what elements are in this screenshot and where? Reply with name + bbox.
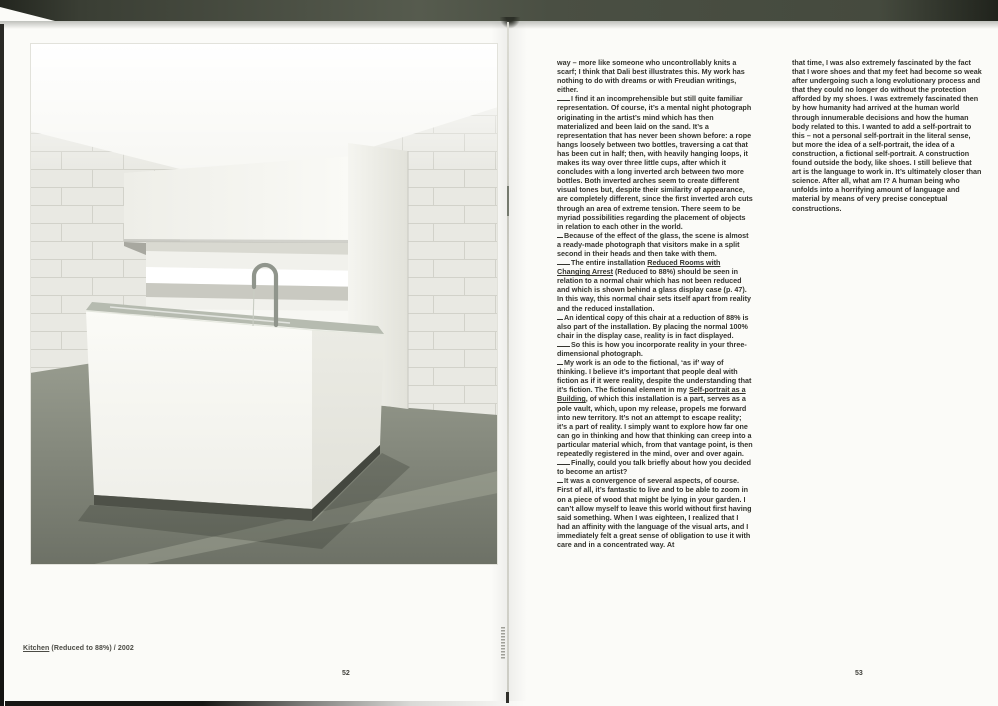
paragraph-leader-rule — [557, 359, 563, 365]
paragraph — [557, 94, 753, 230]
text-segment: (Reduced to 88%) / 2002 — [49, 645, 134, 652]
text-segment: Finally, could you talk briefly about how you decided to become an artist? — [557, 458, 751, 477]
paragraph — [557, 358, 753, 458]
text-segment: that time, I was also extremely fascinated by the fact that I wore shoes and that my feet had become so weak after undergoing such a long evolutionary process and that they could no longer do without the protection afforded by my shoes. I was extremely fascinated then by how humanity had arrived at the human world through innumerable decisions and how the human body related to this. I wanted to add a self-portrait to this – not a personal self-portrait in the literal sense, but more the idea of a self-portrait, the idea of a construction, a fictional self-portrait. A construction found outside the body, like shoes. I still believe that art is the language to work in. It’s ultimately closer than science. After all, what am I? A human being who unfolds into a horrifying amount of language and material by means of very precise conceptual constructions. — [792, 58, 982, 213]
underlined-text: Kitchen — [23, 645, 50, 652]
underlined-title: Reduced Rooms with Changing Arrest — [557, 258, 721, 277]
spine-bottom-mark — [506, 692, 509, 703]
paragraph-leader-rule — [557, 477, 563, 483]
artwork-caption — [23, 645, 134, 652]
paragraph-leader-rule — [557, 259, 570, 265]
text-segment: way – more like someone who uncontrollably knits a scarf; I think that Dali best illustrates this. My work has nothing to do with dreams or with Freudian writings, either. — [557, 58, 745, 95]
text-segment: It was a convergence of several aspects, of course. First of all, it’s fantastic to live and to be able to zoom in on a piece of wood that might be lying in your garden. I can’t allow myself to leave this world without first having said something. When I was eighteen, I realized that I had an affinity with the language of the visual arts, and I immediately felt a great sense of obligation to use it with care and in a concentrated way. At — [557, 476, 752, 549]
paragraph — [557, 313, 753, 340]
island-front-face — [86, 311, 312, 509]
text-segment: Because of the effect of the glass, the scene is almost a ready-made photograph that visitors make in a split second in their heads and then take with them. — [557, 230, 749, 258]
paragraph — [557, 258, 753, 313]
paragraph — [792, 58, 982, 213]
book-edge-bottom — [5, 701, 525, 706]
paragraph — [557, 231, 753, 258]
text-column-2 — [792, 58, 982, 213]
paragraph — [557, 58, 753, 94]
artwork-photograph — [30, 43, 498, 565]
paragraph — [557, 340, 753, 358]
paragraph-leader-rule — [557, 314, 563, 320]
page-corner-highlight — [0, 7, 55, 21]
photo-credit-microtext — [501, 627, 505, 659]
spine-fold-line — [507, 22, 509, 701]
paragraph — [557, 476, 753, 549]
paragraph — [557, 458, 753, 476]
text-segment: , of which this installation is a part, serves as a pole vault, which, upon my release, propels me forward into new territory. It’s not an attempt to escape reality; it’s a part of reality. I simply want to explore how far one can go in thinking and how that thinking can creep into a particular material which, from that vantage point, is then repeatedly registered in the mind, over and over again. — [557, 394, 753, 459]
paragraph-leader-rule — [557, 95, 570, 101]
overexposed-light-wash — [30, 43, 498, 173]
paragraph-leader-rule — [557, 341, 570, 347]
text-segment: The entire installation — [571, 258, 648, 268]
gutter-shadow-right — [509, 22, 527, 701]
text-segment: An identical copy of this chair at a reduction of 88% is also part of the installation. By placing the normal 100% chair in the display case, reality is in fact displayed. — [557, 312, 749, 340]
paragraph-leader-rule — [557, 459, 570, 465]
text-segment: So this is how you incorporate reality in your three-dimensional photograph. — [557, 339, 747, 358]
text-segment: I find it an incomprehensible but still quite familiar representation. Of course, it’s a mental night photograph originating in the artist’s mind which has then materialized and been laid on the sand. It’s a representation that has never been shown before: a rope hangs loosely between two bottles, traversing a cat that has been cut in half; then, with heavily hanging loops, it makes its way over three little cups, after which it concludes with a long inverted arch between two more bottles. Both inverted arches seem to create different visual tones but, despite their similarity of appearance, are completely different, since the first inverted arch cuts through an area of extreme tension. There seem to be myriad possibilities regarding the placement of objects in relation to each other in the world. — [557, 94, 753, 231]
text-segment: My work is an ode to the fictional, ‘as if’ way of thinking. I believe it’s important that people deal with fiction as if it were reality, despite the understanding that it’s fiction. The fictional element in my — [557, 358, 752, 395]
page-number-right: 53 — [855, 670, 863, 677]
page-number-left: 52 — [342, 670, 350, 677]
book-edge-left — [0, 24, 4, 706]
paragraph-leader-rule — [557, 232, 563, 238]
spine-fold-dark-segment — [507, 186, 509, 216]
kitchen-installation-photo — [30, 43, 498, 565]
text-column-1 — [557, 58, 753, 549]
underlined-title: Self-portrait as a Building — [557, 385, 746, 404]
text-segment: (Reduced to 88%) should be seen in relation to a normal chair which has not been reduced and which is shown behind a glass display case (p. 47). In this way, this normal chair sets itself apart from reality and the reduced installation. — [557, 267, 751, 313]
